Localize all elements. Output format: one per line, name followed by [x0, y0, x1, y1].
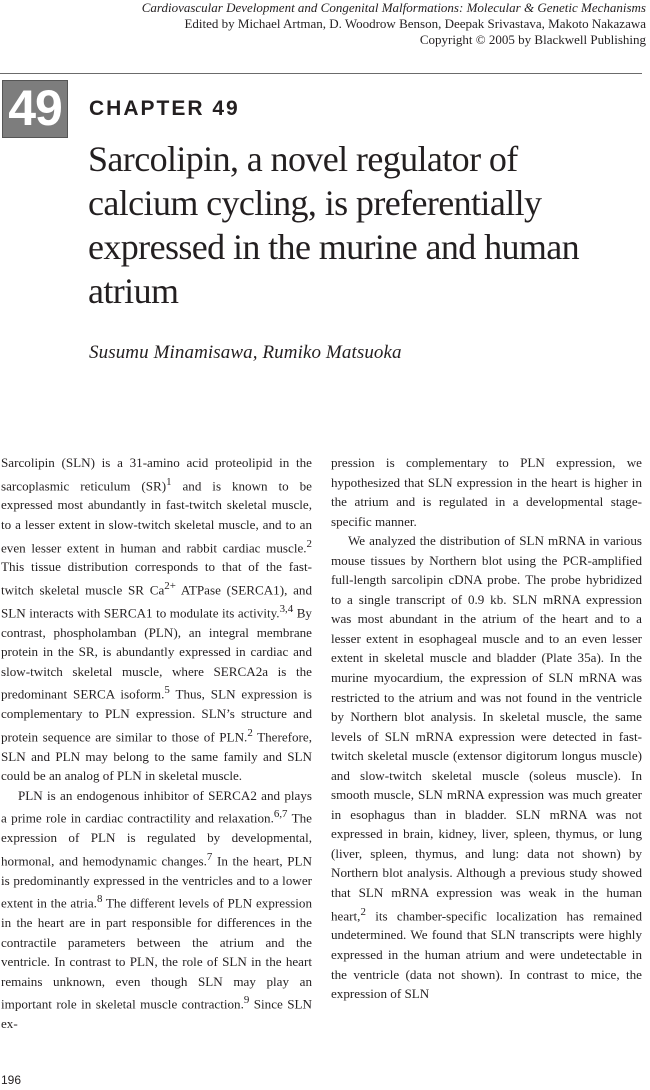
- citation: 7: [206, 850, 213, 863]
- paragraph: We analyzed the distribution of SLN mRNA in various mouse tissues by Northern blot using the PCR-amplified full-length sarcolipin cDNA probe. The probe hybridized to a single transcript of 0.9 kb. SLN mRNA expression was most abundant in the atrium of the heart and to a lesser extent in esophageal muscle and to an even lesser extent in skeletal muscle and bladder (Plate 35a). In the murine myocardium, the expression of SLN mRNA was restricted to the atrium and was not found in the ventricle by Northern blot analysis. In skeletal muscle, the same levels of SLN mRNA expression were detected in fast-twitch skeletal muscle (extensor digitorum longus muscle) and slow-twitch skeletal muscle (soleus muscle). In smooth muscle, SLN mRNA expression was much greater in esophagus than in bladder. SLN mRNA was not expressed in brain, kidney, liver, spleen, thymus, or lung (liver, spleen, thymus, and lung: data not shown) by Northern blot analysis. Although a previous study showed that SLN mRNA expression was weak in the human heart,$^2$ its chamber-specific localization has remained undetermined. We found that SLN transcripts were highly expressed in the human atrium and were undetectable in the ventricle (data not shown). In contrast to mice, the expression of SLN: [331, 533, 642, 1002]
- body-column-left: [1, 453, 312, 1034]
- paragraph: PLN is an endogenous inhibitor of SERCA2 and plays a prime role in cardiac contractility and relaxation.$^{6,7}$ The expression of PLN is regulated by developmental, hormonal, and hemodynamic changes.$^7$ In the heart, PLN is predominantly expressed in the ventricles and to a lower extent in the atria.$^8$ The different levels of PLN expression in the heart are in part responsible for differences in the contractile parameters between the atrium and the ventricle. In contrast to PLN, the role of SLN in the heart remains unknown, even though SLN may play an important role in skeletal muscle contraction.$^9$ Since SLN ex-: [1, 787, 312, 1032]
- chapter-title: Sarcolipin, a novel regulator of calcium cycling, is preferentially expressed in the murine and human atrium: [88, 139, 580, 311]
- citation: 5: [164, 684, 170, 697]
- chapter-number: 49: [8, 80, 62, 136]
- running-header: [142, 0, 646, 48]
- header-rule: [0, 73, 642, 74]
- body-column-right: [331, 453, 642, 1004]
- citation: 1: [166, 475, 172, 488]
- copyright-line: Copyright © 2005 by Blackwell Publishing: [419, 32, 646, 47]
- chapter-label: CHAPTER 49: [89, 97, 240, 120]
- paragraph: pression is complementary to PLN expression, we hypothesized that SLN expression in the heart is higher in the atrium and is regulated in a developmental stage-specific manner.: [331, 455, 642, 529]
- superscript: 2+: [164, 580, 176, 592]
- book-title: Cardiovascular Development and Congenital Malformations: Molecular & Genetic Mechanisms: [141, 0, 646, 15]
- editors-line: Edited by Michael Artman, D. Woodrow Benson, Deepak Srivastava, Makoto Nakazawa: [184, 16, 646, 31]
- citation: 3,4: [279, 602, 294, 615]
- citation: 2: [247, 726, 253, 739]
- citation: 9: [243, 994, 250, 1007]
- citation: 2: [306, 537, 312, 550]
- citation: 2: [360, 905, 366, 918]
- chapter-authors: Susumu Minamisawa, Rumiko Matsuoka: [89, 342, 402, 363]
- page-number: 196: [1, 1073, 22, 1087]
- paragraph: Sarcolipin (SLN) is a 31-amino acid proteolipid in the sarcoplasmic reticulum (SR)$^1$ and is known to be expressed most abundantly in fast-twitch skeletal muscle, to a lesser extent in slow-twitch skeletal muscle, and to an even lesser extent in human and rabbit cardiac muscle.$^2$ This tissue distribution corresponds to that of the fast-twitch skeletal muscle SR $Ca^{2+}$ ATPase (SERCA1), and SLN interacts with SERCA1 to modulate its activity.$^{3,4}$ By contrast, phospholamban (PLN), an integral membrane protein in the SR, is abundantly expressed in cardiac and slow-twitch skeletal muscle, where SERCA2a is the predominant SERCA isoform.$^5$ Thus, SLN expression is complementary to PLN expression. SLN’s structure and protein sequence are similar to those of PLN.$^2$ Therefore, SLN and PLN may belong to the same family and SLN could be an analog of PLN in skeletal muscle.: [1, 455, 313, 784]
- citation: 8: [96, 893, 103, 906]
- citation: 6,7: [273, 808, 288, 821]
